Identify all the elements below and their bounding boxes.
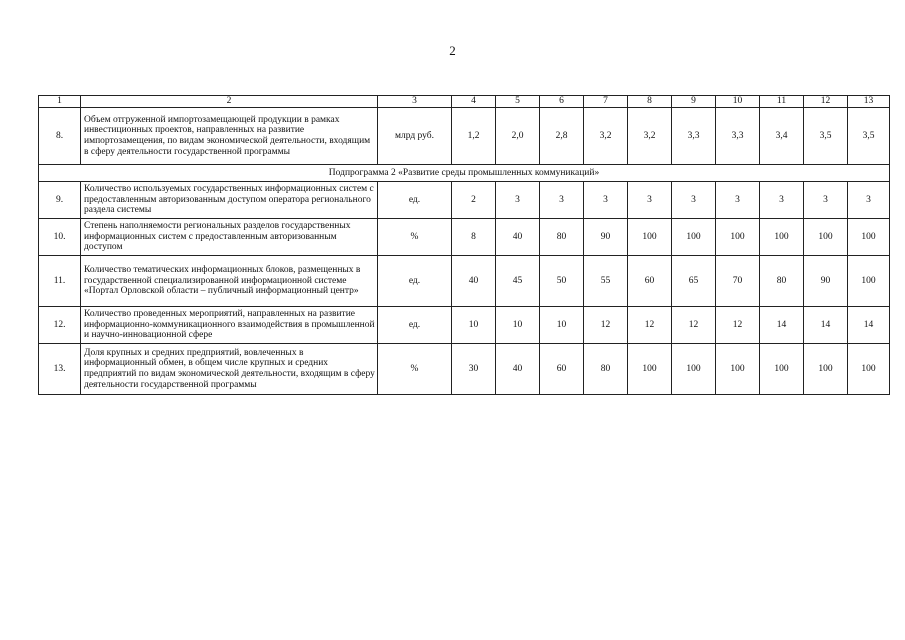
- header-cell: 5: [496, 96, 540, 108]
- row-value: 3,4: [760, 108, 804, 165]
- row-value: 100: [716, 219, 760, 256]
- row-value: 3: [716, 182, 760, 219]
- row-description: Степень наполняемости региональных разделов государственных информационных систем с предоставленным авторизованным доступом: [81, 219, 378, 256]
- header-cell: 1: [39, 96, 81, 108]
- row-number: 8.: [39, 108, 81, 165]
- row-value: 3,5: [848, 108, 890, 165]
- row-value: 80: [584, 344, 628, 395]
- row-value: 100: [848, 219, 890, 256]
- row-value: 12: [584, 307, 628, 344]
- row-value: 8: [452, 219, 496, 256]
- row-value: 60: [540, 344, 584, 395]
- row-unit: млрд руб.: [378, 108, 452, 165]
- row-value: 12: [716, 307, 760, 344]
- table-row: [39, 108, 890, 165]
- row-value: 3: [672, 182, 716, 219]
- row-value: 30: [452, 344, 496, 395]
- header-cell: 8: [628, 96, 672, 108]
- row-description: Количество используемых государственных информационных систем с предоставленным авторизованным доступом оператора регионального раздела системы: [81, 182, 378, 219]
- row-number: 12.: [39, 307, 81, 344]
- row-value: 3: [760, 182, 804, 219]
- header-cell: 11: [760, 96, 804, 108]
- row-value: 2,8: [540, 108, 584, 165]
- row-value: 10: [540, 307, 584, 344]
- row-value: 2: [452, 182, 496, 219]
- indicators-table: [38, 95, 890, 395]
- header-cell: 3: [378, 96, 452, 108]
- row-value: 90: [804, 256, 848, 307]
- header-cell: 6: [540, 96, 584, 108]
- row-value: 100: [848, 344, 890, 395]
- row-value: 100: [628, 219, 672, 256]
- header-cell: 2: [81, 96, 378, 108]
- row-value: 100: [672, 344, 716, 395]
- row-value: 100: [628, 344, 672, 395]
- header-cell: 7: [584, 96, 628, 108]
- row-value: 3,3: [672, 108, 716, 165]
- row-value: 2,0: [496, 108, 540, 165]
- row-value: 3: [804, 182, 848, 219]
- table-row: [39, 182, 890, 219]
- row-value: 3: [496, 182, 540, 219]
- row-description: Объем отгруженной импортозамещающей продукции в рамках инвестиционных проектов, направленных на развитие импортозамещения, по видам экономической деятельности, входящим в сферу деятельности государственной программы: [81, 108, 378, 165]
- row-value: 100: [672, 219, 716, 256]
- subprogram-title: Подпрограмма 2 «Развитие среды промышленных коммуникаций»: [39, 165, 890, 182]
- row-value: 100: [760, 344, 804, 395]
- row-value: 80: [760, 256, 804, 307]
- row-value: 10: [496, 307, 540, 344]
- row-value: 80: [540, 219, 584, 256]
- row-value: 40: [496, 219, 540, 256]
- row-value: 100: [804, 344, 848, 395]
- row-description: Количество проведенных мероприятий, направленных на развитие информационно-коммуникационного взаимодействия в промышленной и научно-инновационной сфере: [81, 307, 378, 344]
- row-value: 45: [496, 256, 540, 307]
- row-description: Количество тематических информационных блоков, размещенных в государственной специализированной информационной системе «Портал Орловской области – публичный информационный центр»: [81, 256, 378, 307]
- row-unit: %: [378, 344, 452, 395]
- row-value: 3: [584, 182, 628, 219]
- table-row: [39, 219, 890, 256]
- header-row: [39, 96, 890, 108]
- row-number: 9.: [39, 182, 81, 219]
- row-value: 12: [628, 307, 672, 344]
- row-value: 40: [496, 344, 540, 395]
- header-cell: 10: [716, 96, 760, 108]
- row-value: 3,3: [716, 108, 760, 165]
- row-value: 14: [848, 307, 890, 344]
- row-value: 100: [804, 219, 848, 256]
- table-row: [39, 307, 890, 344]
- page-number: 2: [449, 43, 456, 58]
- row-unit: ед.: [378, 182, 452, 219]
- row-value: 3,2: [584, 108, 628, 165]
- row-value: 14: [760, 307, 804, 344]
- row-value: 100: [716, 344, 760, 395]
- header-cell: 9: [672, 96, 716, 108]
- row-value: 14: [804, 307, 848, 344]
- row-number: 13.: [39, 344, 81, 395]
- row-value: 3,2: [628, 108, 672, 165]
- row-value: 65: [672, 256, 716, 307]
- row-value: 40: [452, 256, 496, 307]
- row-value: 3: [540, 182, 584, 219]
- row-value: 3: [848, 182, 890, 219]
- row-value: 90: [584, 219, 628, 256]
- table-row: [39, 256, 890, 307]
- row-value: 12: [672, 307, 716, 344]
- header-cell: 4: [452, 96, 496, 108]
- header-cell: 13: [848, 96, 890, 108]
- row-value: 3,5: [804, 108, 848, 165]
- subprogram-row: [39, 165, 890, 182]
- row-value: 100: [848, 256, 890, 307]
- row-unit: ед.: [378, 256, 452, 307]
- row-value: 50: [540, 256, 584, 307]
- row-value: 1,2: [452, 108, 496, 165]
- row-description: Доля крупных и средних предприятий, вовлеченных в информационный обмен, в общем числе крупных и средних предприятий по видам экономической деятельности, входящим в сферу деятельности государственной программы: [81, 344, 378, 395]
- header-cell: 12: [804, 96, 848, 108]
- row-unit: %: [378, 219, 452, 256]
- row-number: 11.: [39, 256, 81, 307]
- table-row: [39, 344, 890, 395]
- row-value: 10: [452, 307, 496, 344]
- row-unit: ед.: [378, 307, 452, 344]
- row-value: 3: [628, 182, 672, 219]
- row-value: 55: [584, 256, 628, 307]
- row-number: 10.: [39, 219, 81, 256]
- row-value: 60: [628, 256, 672, 307]
- row-value: 100: [760, 219, 804, 256]
- row-value: 70: [716, 256, 760, 307]
